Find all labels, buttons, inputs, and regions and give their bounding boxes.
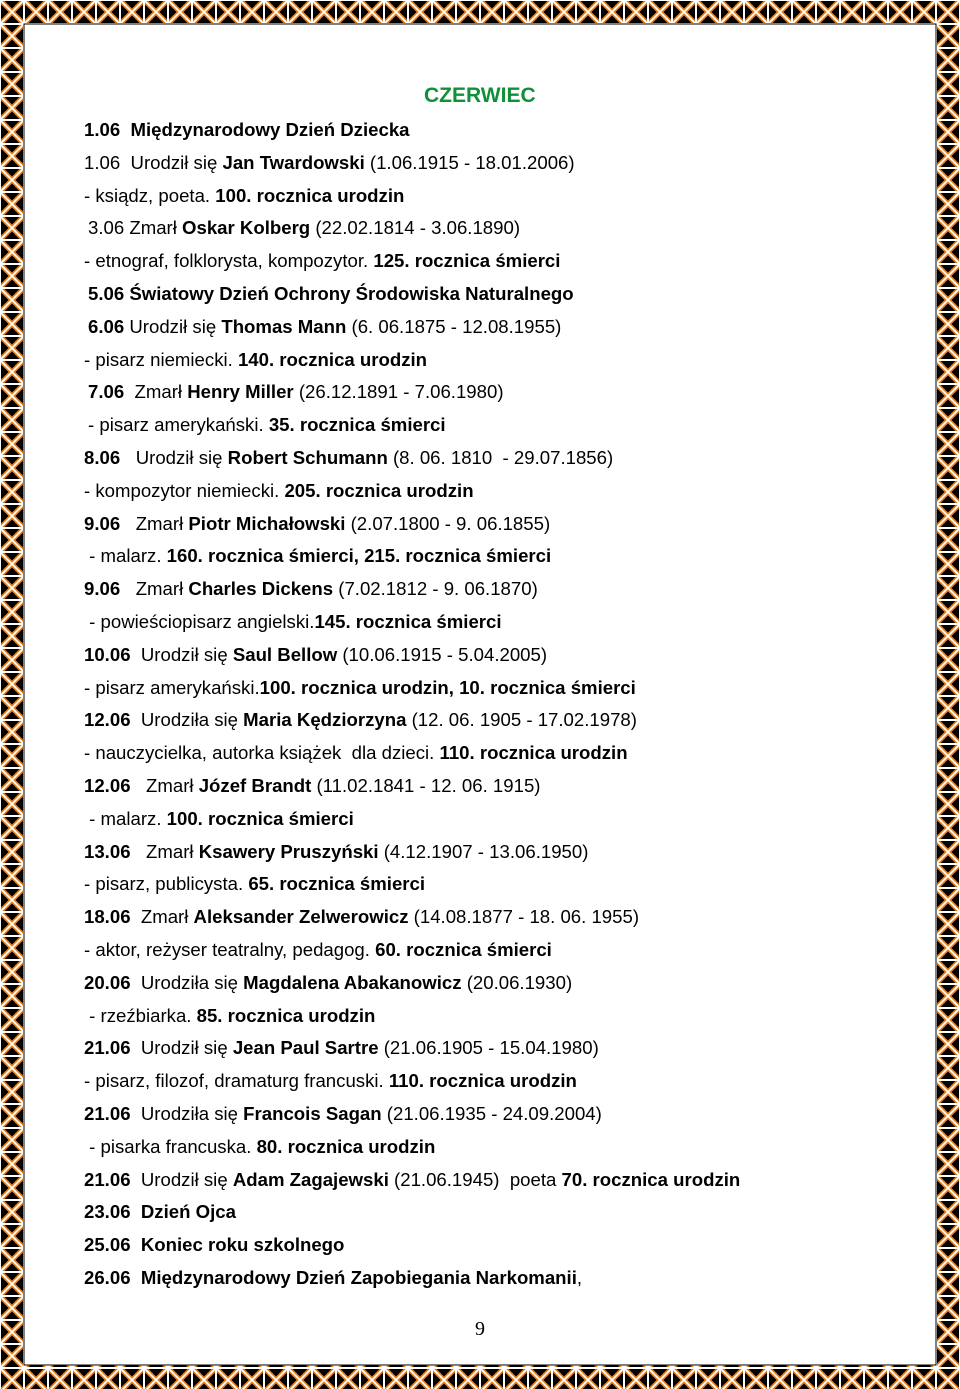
bold-text: 20.06: [84, 971, 131, 993]
bold-text: 35. rocznica śmierci: [268, 414, 446, 436]
list-item: [84, 278, 904, 311]
list-item: [84, 1000, 904, 1033]
bold-text: 140. rocznica urodzin: [237, 348, 428, 370]
list-item: [84, 672, 904, 705]
bold-text: 5.06 Światowy Dzień Ochrony Środowiska Naturalnego: [88, 282, 574, 304]
list-item: [84, 639, 904, 672]
text: - pisarz, filozof, dramaturg francuski.: [84, 1070, 389, 1092]
text: - aktor, reżyser teatralny, pedagog.: [84, 938, 376, 960]
list-item: [84, 409, 904, 442]
text: (10.06.1915 - 5.04.2005): [337, 643, 548, 665]
list-item: [84, 1065, 904, 1098]
list-item: [84, 934, 904, 967]
list-item: [84, 1262, 904, 1295]
list-item: [84, 1032, 904, 1065]
bold-text: 60. rocznica śmierci: [375, 938, 552, 960]
bold-text: Józef Brandt: [198, 774, 312, 796]
list-item: [84, 1229, 904, 1262]
page-title: CZERWIEC: [424, 84, 536, 107]
bold-text: 85. rocznica urodzin: [196, 1004, 376, 1026]
list-item: [84, 376, 904, 409]
text: (14.08.1877 - 18. 06. 1955): [408, 906, 640, 928]
text: (21.06.1935 - 24.09.2004): [381, 1102, 602, 1124]
text: (7.02.1812 - 9. 06.1870): [333, 578, 538, 600]
list-item: [84, 475, 904, 508]
list-item: [84, 737, 904, 770]
text: - pisarz amerykański.: [88, 414, 269, 436]
list-item: [84, 1196, 904, 1229]
text: (6. 06.1875 - 12.08.1955): [346, 315, 562, 337]
bold-text: 25.06 Koniec roku szkolnego: [84, 1234, 345, 1256]
text: (1.06.1915 - 18.01.2006): [364, 151, 575, 173]
list-item: [84, 1164, 904, 1197]
bold-text: 100. rocznica śmierci: [166, 807, 354, 829]
bold-text: 21.06: [84, 1168, 131, 1190]
text: Urodził się: [130, 1037, 233, 1059]
text: Zmarł: [124, 381, 188, 403]
text: - nauczycielka, autorka książek dla dzieci.: [84, 742, 440, 764]
list-item: [84, 770, 904, 803]
page-number: 9: [475, 1318, 485, 1340]
bold-text: 21.06: [84, 1102, 131, 1124]
bold-text: 8.06: [84, 446, 121, 468]
text: - powieściopisarz angielski.: [84, 610, 315, 632]
bold-text: 1.06 Międzynarodowy Dzień Dziecka: [84, 119, 410, 140]
text: Zmarł: [130, 774, 199, 796]
text: Zmarł: [120, 578, 189, 600]
list-item: [84, 114, 904, 147]
bold-text: Piotr Michałowski: [188, 512, 346, 534]
bold-text: Robert Schumann: [227, 446, 388, 468]
list-item: [84, 344, 904, 377]
text: Urodziła się: [130, 971, 244, 993]
text: - pisarka francuska.: [84, 1135, 257, 1157]
list-item: [84, 967, 904, 1000]
text: (4.12.1907 - 13.06.1950): [378, 840, 589, 862]
text: - pisarz niemiecki.: [84, 348, 238, 370]
bold-text: 160. rocznica śmierci, 215. rocznica śmierci: [166, 545, 552, 567]
bold-text: 18.06: [84, 906, 131, 928]
list-item: [84, 245, 904, 278]
bold-text: 205. rocznica urodzin: [284, 479, 474, 501]
text: ,: [576, 1266, 583, 1288]
text: - ksiądz, poeta.: [84, 184, 216, 206]
list-item: [84, 573, 904, 606]
bold-text: 110. rocznica urodzin: [439, 742, 628, 764]
bold-text: 12.06: [84, 774, 131, 796]
bold-text: Saul Bellow: [232, 643, 338, 665]
text: (11.02.1841 - 12. 06. 1915): [311, 774, 541, 796]
bold-text: Henry Miller: [187, 381, 294, 403]
bold-text: 13.06: [84, 840, 131, 862]
list-item: [84, 442, 904, 475]
text: (2.07.1800 - 9. 06.1855): [345, 512, 551, 534]
text: (21.06.1945) poeta: [388, 1168, 562, 1190]
bold-text: 125. rocznica śmierci: [373, 250, 561, 272]
list-item: [84, 212, 904, 245]
text: Zmarł: [130, 840, 199, 862]
bold-text: 110. rocznica urodzin: [388, 1070, 577, 1092]
list-item: [84, 1131, 904, 1164]
text: Urodził się: [130, 1168, 233, 1190]
bold-text: Adam Zagajewski: [232, 1168, 389, 1190]
list-item: [84, 311, 904, 344]
list-item: [84, 606, 904, 639]
text: (21.06.1905 - 15.04.1980): [378, 1037, 599, 1059]
list-item: [84, 901, 904, 934]
list-item: [84, 836, 904, 869]
text: - malarz.: [84, 807, 167, 829]
bold-text: 12.06: [84, 709, 131, 731]
text: Urodziła się: [130, 709, 244, 731]
bold-text: Oskar Kolberg: [182, 217, 311, 239]
list-item: [84, 868, 904, 901]
bold-text: 21.06: [84, 1037, 131, 1059]
text: (12. 06. 1905 - 17.02.1978): [406, 709, 637, 731]
bold-text: 9.06: [84, 578, 121, 600]
bold-text: 26.06 Międzynarodowy Dzień Zapobiegania Narkomanii: [84, 1266, 577, 1288]
list-item: [84, 180, 904, 213]
bold-text: 70. rocznica urodzin: [561, 1168, 741, 1190]
text: - malarz.: [84, 545, 167, 567]
text: Urodziła się: [130, 1102, 244, 1124]
list-item: [84, 704, 904, 737]
bold-text: Maria Kędziorzyna: [243, 709, 407, 731]
list-item: [84, 1098, 904, 1131]
list-item: [84, 803, 904, 836]
text: - rzeźbiarka.: [84, 1004, 197, 1026]
bold-text: Francois Sagan: [243, 1102, 382, 1124]
text: - pisarz amerykański.: [84, 676, 260, 698]
bold-text: Ksawery Pruszyński: [198, 840, 379, 862]
text: Urodził się: [120, 446, 228, 468]
text: Zmarł: [120, 512, 189, 534]
bold-text: Thomas Mann: [221, 315, 347, 337]
text: - pisarz, publicysta.: [84, 873, 249, 895]
list-item: [84, 147, 904, 180]
bold-text: 9.06: [84, 512, 121, 534]
event-list: [84, 114, 904, 1295]
text: - etnograf, folklorysta, kompozytor.: [84, 250, 374, 272]
bold-text: 7.06: [88, 381, 125, 403]
bold-text: 100. rocznica urodzin, 10. rocznica śmierci: [259, 676, 636, 698]
bold-text: Jean Paul Sartre: [232, 1037, 379, 1059]
text: (8. 06. 1810 - 29.07.1856): [387, 446, 614, 468]
bold-text: Aleksander Zelwerowicz: [193, 906, 409, 928]
text: 3.06 Zmarł: [88, 217, 183, 239]
bold-text: Magdalena Abakanowicz: [243, 971, 462, 993]
text: - kompozytor niemiecki.: [84, 479, 285, 501]
bold-text: 145. rocznica śmierci: [314, 610, 502, 632]
text: Urodził się: [130, 643, 233, 665]
bold-text: Charles Dickens: [188, 578, 334, 600]
bold-text: 80. rocznica urodzin: [256, 1135, 436, 1157]
text: (20.06.1930): [461, 971, 573, 993]
bold-text: 65. rocznica śmierci: [248, 873, 426, 895]
list-item: [84, 508, 904, 541]
bold-text: Jan Twardowski: [222, 151, 365, 173]
text: 1.06 Urodził się: [84, 151, 223, 173]
text: (26.12.1891 - 7.06.1980): [293, 381, 504, 403]
text: Urodził się: [124, 315, 222, 337]
text: Zmarł: [130, 906, 194, 928]
bold-text: 10.06: [84, 643, 131, 665]
bold-text: 100. rocznica urodzin: [215, 184, 405, 206]
list-item: [84, 540, 904, 573]
bold-text: 6.06: [88, 315, 125, 337]
text: (22.02.1814 - 3.06.1890): [310, 217, 521, 239]
bold-text: 23.06 Dzień Ojca: [84, 1201, 236, 1223]
